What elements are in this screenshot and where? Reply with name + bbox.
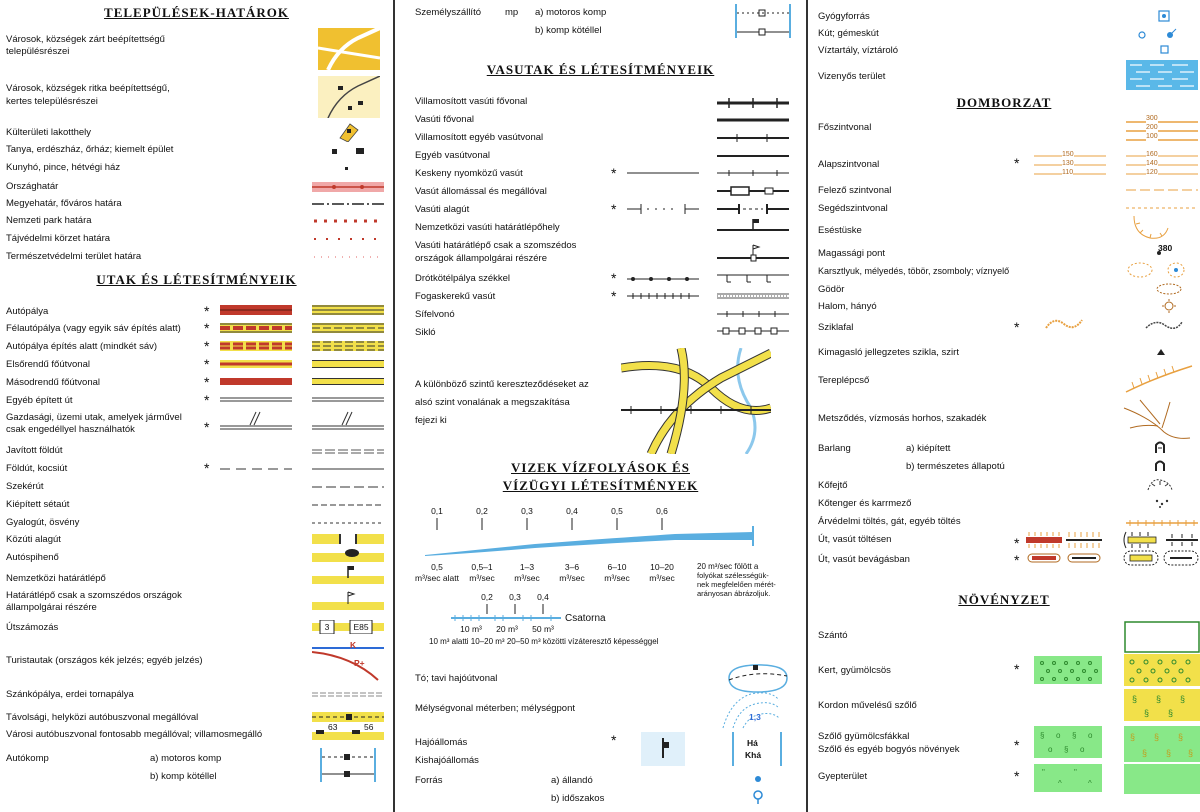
dense-settlement-symbol — [318, 28, 380, 70]
legend-text: Egyéb épített út — [6, 395, 73, 406]
narrow-gauge-old-symbol — [627, 171, 699, 175]
legend-text: Megyehatár, főváros határa — [6, 198, 122, 209]
column-railways-waters — [395, 0, 808, 812]
legend-text: Gyógyforrás — [818, 11, 870, 22]
rest-area-symbol — [312, 548, 384, 562]
legend-text: Javított földút — [6, 445, 63, 456]
legend-text: Gyepterület — [818, 771, 868, 782]
svg-text:§: § — [1064, 745, 1069, 754]
legend-text: Szőlő gyümölcsfákkal — [818, 731, 910, 742]
legend-text: Sziklafal — [818, 322, 854, 333]
column-settlements-roads — [0, 0, 395, 812]
depth-line-symbol — [721, 690, 781, 730]
star-mark: * — [1014, 535, 1020, 551]
legend-text: Szekérút — [6, 481, 44, 492]
contour-label: 130 — [1062, 160, 1074, 167]
canal-symbol — [451, 604, 561, 624]
main-rail-symbol — [717, 118, 789, 122]
intercity-bus-symbol — [312, 712, 384, 722]
contour-label: 140 — [1146, 160, 1158, 167]
ski-lift-symbol — [717, 310, 789, 318]
contour-label: 110 — [1062, 169, 1074, 176]
dirt-road-old-symbol — [220, 467, 292, 471]
road-number-label: E85 — [353, 622, 369, 632]
vineyard-fruit-old-symbol — [1034, 726, 1102, 758]
promenade-symbol — [312, 503, 384, 507]
small-ship-station-label: Khá — [745, 750, 762, 760]
legend-text: Autóspihenő — [6, 552, 59, 563]
star-mark: * — [1014, 319, 1020, 335]
depth-number: 1,3 — [749, 712, 761, 722]
bus-line-number: 56 — [364, 722, 374, 732]
star-mark: * — [611, 732, 617, 748]
legend-text: Városok, községek zárt beépítettségű — [6, 34, 165, 45]
legend-text: Keskeny nyomközű vasút — [415, 168, 523, 179]
aux-contour-symbol — [1126, 206, 1198, 210]
svg-text:§: § — [1188, 748, 1194, 758]
svg-text:^: ^ — [1058, 779, 1062, 788]
cliff-symbol — [1144, 316, 1184, 334]
landscape-protection-border-symbol — [312, 236, 384, 242]
legend-text: Hajóállomás — [415, 737, 468, 748]
hut-symbol — [345, 167, 351, 173]
intl-rail-crossing-symbol — [717, 218, 789, 234]
legend-text: Nemzeti park határa — [6, 215, 92, 226]
legend-text: Félautópálya (vagy egyik sáv építés alatt) — [6, 323, 181, 334]
legend-text: Sífelvonó — [415, 309, 455, 320]
gully-symbol — [1120, 398, 1194, 442]
road-number-label: 3 — [324, 622, 330, 632]
heading-settlements: TELEPÜLÉSEK-HATÁROK — [104, 5, 289, 20]
svg-text:§: § — [1132, 694, 1138, 704]
legend-text: fejezi ki — [415, 415, 447, 426]
legend-text: Autópálya — [6, 306, 49, 317]
big-river-note: folyókat szélességük- — [697, 571, 769, 580]
legend-text: a) motoros komp — [150, 753, 222, 764]
legend-text: Vizenyős terület — [818, 71, 886, 82]
legend-text: Tájvédelmi körzet határa — [6, 233, 111, 244]
grassland-old-symbol — [1034, 764, 1102, 792]
column-relief-vegetation — [808, 0, 1200, 812]
star-mark: * — [204, 392, 210, 408]
canal-label: Csatorna — [565, 613, 606, 624]
svg-text:§: § — [1168, 708, 1174, 718]
legend-text: Vasút állomással és megállóval — [415, 186, 547, 197]
legend-text: Mélységvonal méterben; mélységpont — [415, 703, 576, 714]
legend-text: Út, vasút bevágásban — [818, 554, 910, 565]
primary-road-old-symbol — [220, 360, 292, 368]
motorway-old-symbol — [220, 305, 292, 315]
embankment-new-symbol — [1122, 530, 1200, 550]
medicinal-spring-symbol — [1158, 10, 1170, 22]
orchard-symbol — [1124, 654, 1200, 686]
svg-text:^: ^ — [1088, 779, 1092, 788]
canal-tick: 0,2 — [481, 592, 493, 602]
svg-text:§: § — [1154, 732, 1160, 742]
svg-text:": " — [1042, 768, 1045, 777]
legend-text: Turistautak (országos kék jelzés; egyéb jelzés) — [6, 655, 203, 666]
star-mark: * — [204, 356, 210, 372]
levee-symbol — [1126, 519, 1198, 527]
other-road-old-symbol — [220, 397, 292, 402]
orchard-old-symbol — [1034, 656, 1102, 684]
legend-text: mp — [505, 7, 519, 18]
main-contour-symbol — [1126, 116, 1198, 146]
discharge-unit: m³/sec — [649, 573, 675, 583]
discharge-unit: m³/sec — [514, 573, 540, 583]
legend-text: Földút, kocsiút — [6, 463, 68, 474]
legend-text: Magassági pont — [818, 248, 886, 259]
legend-text: Tereplépcső — [818, 375, 870, 386]
legend-text: Városi autóbuszvonal fontosabb megállóval; villamosmegálló — [6, 729, 263, 740]
arable-land-symbol — [1124, 621, 1200, 653]
trail-label: P+ — [354, 658, 365, 668]
bus-line-number: 63 — [328, 722, 338, 732]
legend-text: Kőtenger és karrmező — [818, 498, 912, 509]
legend-text: b) időszakos — [551, 793, 605, 804]
star-mark: * — [1014, 155, 1020, 171]
legend-text: Autópálya építés alatt (mindkét sáv) — [6, 341, 158, 352]
pit-symbol — [1154, 282, 1184, 296]
discharge-unit: m³/sec — [559, 573, 585, 583]
star-mark: * — [204, 374, 210, 390]
legend-text: Egyéb vasútvonal — [415, 150, 490, 161]
legend-text: Drótkötélpálya székkel — [415, 273, 511, 284]
legend-text: Közúti alagút — [6, 534, 61, 545]
other-rail-symbol — [717, 154, 789, 158]
footpath-symbol — [312, 521, 384, 525]
legend-text: Természetvédelmi terület határa — [6, 251, 142, 262]
discharge-unit: m³/sec — [604, 573, 630, 583]
legend-text: Forrás — [415, 775, 443, 786]
hiking-trail-symbol — [312, 640, 384, 682]
restricted-road-old-symbol — [220, 408, 292, 430]
crossing-example-map — [621, 348, 771, 454]
cutting-rail-symbol — [1066, 550, 1102, 566]
heading-railways: VASUTAK ÉS LÉTESÍTMÉNYEIK — [486, 62, 715, 77]
restricted-road-symbol — [312, 408, 384, 430]
svg-text:": " — [1074, 768, 1077, 777]
chairlift-old-symbol — [627, 275, 699, 283]
star-mark: * — [1014, 737, 1020, 753]
legend-text: Autókomp — [6, 753, 49, 764]
legend-text: A különböző szintű kereszteződéseket az — [415, 379, 589, 390]
secondary-road-symbol — [312, 378, 384, 385]
canal-tick: 0,4 — [537, 592, 549, 602]
canal-capacity: 50 m³ — [532, 624, 554, 634]
legend-text: Személyszállító — [415, 7, 481, 18]
local-rail-crossing-symbol — [717, 244, 789, 262]
legend-text: országok állampolgárai részére — [415, 253, 548, 264]
legend-text: Halom, hányó — [818, 301, 877, 312]
rock-field-symbol — [1154, 498, 1172, 508]
legend-text: Kút; gémeskút — [818, 28, 879, 39]
star-mark: * — [204, 419, 210, 435]
contour-label: 160 — [1146, 151, 1158, 158]
svg-text:o: o — [1056, 731, 1061, 740]
svg-text:o: o — [1080, 745, 1085, 754]
svg-text:§: § — [1178, 732, 1184, 742]
legend-text: Nemzetközi vasúti határátlépőhely — [415, 222, 560, 233]
big-river-note: 20 m³/sec fölött a — [697, 562, 759, 571]
motorway-symbol — [312, 305, 384, 315]
legend-text: b) komp kötéllel — [150, 771, 217, 782]
water-tank-symbol — [1160, 45, 1170, 55]
funicular-symbol — [717, 327, 789, 335]
legend-text: Kőfejtő — [818, 480, 848, 491]
legend-text: Kiépített sétaút — [6, 499, 70, 510]
svg-text:§: § — [1142, 748, 1148, 758]
motorway-construction-old-symbol — [220, 341, 292, 351]
legend-text: Vasúti alagút — [415, 204, 470, 215]
scale-tick: 0,1 — [431, 506, 443, 516]
scale-tick: 0,5 — [611, 506, 623, 516]
star-mark: * — [611, 288, 617, 304]
legend-text: Vasúti határátlépő csak a szomszédos — [415, 240, 577, 251]
heading-waters-b: VÍZÜGYI LÉTESÍTMÉNYEK — [502, 478, 699, 493]
discharge-unit: m³/sec — [469, 573, 495, 583]
legend-text: Főszintvonal — [818, 122, 872, 133]
mound-symbol — [1160, 298, 1178, 314]
legend-text: Országhatár — [6, 181, 59, 192]
sparse-settlement-symbol — [318, 76, 380, 118]
svg-text:§: § — [1180, 694, 1186, 704]
rack-railway-symbol — [717, 293, 789, 299]
svg-text:§: § — [1130, 732, 1136, 742]
contour-label: 120 — [1146, 169, 1158, 176]
legend-text: Út, vasút töltésen — [818, 534, 892, 545]
chairlift-symbol — [717, 272, 789, 284]
star-mark: * — [204, 460, 210, 476]
national-park-border-symbol — [312, 218, 384, 224]
legend-text: Eséstüske — [818, 225, 862, 236]
svg-text:§: § — [1166, 748, 1172, 758]
outskirt-dwelling-symbol — [336, 120, 360, 142]
river-width-scale — [415, 510, 755, 560]
marsh-symbol — [1126, 60, 1198, 90]
legend-text: Víztartály, víztároló — [818, 45, 899, 56]
legend-text: Fogaskerekű vasút — [415, 291, 496, 302]
discharge-range: 0,5 — [431, 562, 443, 572]
svg-text:§: § — [1040, 731, 1045, 740]
improved-dirt-road-symbol — [312, 449, 384, 454]
grassland-symbol — [1124, 764, 1200, 794]
heading-vegetation: NÖVÉNYZET — [958, 592, 1050, 607]
discharge-range: 10–20 — [650, 562, 674, 572]
county-border-symbol — [312, 201, 384, 207]
star-mark: * — [1014, 661, 1020, 677]
legend-text: a) motoros komp — [535, 7, 607, 18]
legend-text: csak engedéllyel használhatók — [6, 424, 135, 435]
road-tunnel-symbol — [312, 534, 384, 544]
legend-text: Kishajóállomás — [415, 755, 479, 766]
rail-tunnel-symbol — [717, 204, 789, 214]
karst-hole-symbol — [1126, 260, 1190, 280]
trail-label: K — [350, 640, 357, 650]
legend-text: Barlang — [818, 443, 851, 454]
slope-tick-symbol — [1130, 214, 1170, 244]
legend-text: a) állandó — [551, 775, 593, 786]
canal-caption: 10 m³ alatti 10–20 m³ 20–50 m³ közötti vízáteresztő képességgel — [429, 637, 659, 646]
star-mark: * — [611, 165, 617, 181]
cutting-road-symbol — [1026, 550, 1062, 566]
cordon-vineyard-symbol — [1124, 689, 1200, 721]
svg-text:§: § — [1156, 694, 1162, 704]
scale-tick: 0,2 — [476, 506, 488, 516]
discharge-range: 1–3 — [519, 562, 535, 572]
discharge-range: 6–10 — [607, 562, 627, 572]
legend-text: Tanya, erdészház, őrház; kiemelt épület — [6, 144, 174, 155]
star-mark: * — [204, 303, 210, 319]
farm-symbol — [330, 147, 370, 155]
legend-text: Külterületi lakotthely — [6, 127, 92, 138]
legend-text: Segédszintvonal — [818, 203, 888, 214]
contour-label: 200 — [1146, 124, 1158, 131]
scale-tick: 0,4 — [566, 506, 578, 516]
legend-text: kertes településrészei — [6, 96, 98, 107]
legend-text: Kimagasló jellegzetes szikla, szirt — [818, 347, 959, 358]
big-river-note: arányosan ábrázoljuk. — [697, 589, 771, 598]
discharge-range: 0,5–1 — [471, 562, 493, 572]
local-border-crossing-symbol — [312, 590, 384, 610]
legend-text: Nemzetközi határátlépő — [6, 573, 106, 584]
legend-text: Elsőrendű főútvonal — [6, 359, 90, 370]
legend-text: Kunyhó, pince, hétvégi ház — [6, 162, 121, 173]
cliff-old-symbol — [1044, 314, 1084, 334]
cutting-new-symbol — [1122, 548, 1200, 568]
svg-text:§: § — [1072, 731, 1077, 740]
legend-text: Határátlépő csak a szomszédos országok — [6, 590, 182, 601]
primary-road-symbol — [312, 360, 384, 368]
legend-text: Felező szintvonal — [818, 185, 892, 196]
big-river-note: nek megfelelően mérét- — [697, 580, 776, 589]
legend-text: Tó; tavi hajóútvonal — [415, 673, 498, 684]
legend-text: Villamosított vasúti fővonal — [415, 96, 528, 107]
star-mark: * — [611, 201, 617, 217]
semi-motorway-symbol — [312, 323, 384, 333]
legend-text: Gödör — [818, 284, 845, 295]
legend-text: Metsződés, vízmosás horhos, szakadék — [818, 413, 987, 424]
canal-capacity: 20 m³ — [496, 624, 518, 634]
base-contour-symbol — [1126, 152, 1198, 178]
scale-tick: 0,6 — [656, 506, 668, 516]
spot-height-label: 380 — [1158, 243, 1173, 253]
legend-text: Kordon művelésű szőlő — [818, 700, 917, 711]
rail-tunnel-old-symbol — [627, 204, 699, 214]
contour-label: 100 — [1146, 133, 1158, 140]
scale-tick: 0,3 — [521, 506, 533, 516]
svg-text:o: o — [1048, 745, 1053, 754]
dirt-road-symbol — [312, 467, 384, 471]
embankment-road-symbol — [1026, 532, 1062, 548]
nature-reserve-border-symbol — [312, 254, 384, 260]
star-mark: * — [1014, 552, 1020, 568]
cart-track-symbol — [312, 485, 384, 489]
contour-label: 300 — [1146, 115, 1158, 122]
cave-built-symbol — [1154, 440, 1166, 454]
narrow-gauge-symbol — [717, 169, 789, 177]
rock-outcrop-symbol — [1156, 348, 1166, 356]
quarry-symbol — [1146, 476, 1174, 494]
embankment-rail-symbol — [1066, 532, 1102, 548]
legend-text: Szántó — [818, 630, 848, 641]
legend-text: településrészei — [6, 46, 70, 57]
discharge-range: 3–6 — [564, 562, 580, 572]
cave-natural-symbol — [1154, 458, 1166, 472]
legend-text: Szánkópálya, erdei tornapálya — [6, 689, 134, 700]
legend-text: a) kiépített — [906, 443, 951, 454]
heading-relief: DOMBORZAT — [956, 95, 1052, 110]
legend-text: Vasúti fővonal — [415, 114, 474, 125]
half-contour-symbol — [1126, 188, 1198, 192]
legend-text: Karsztlyuk, mélyedés, töbör, zsomboly; víznyelő — [818, 266, 1010, 276]
semi-motorway-old-symbol — [220, 323, 292, 333]
star-mark: * — [204, 320, 210, 336]
legend-text: állampolgárai részére — [6, 602, 97, 613]
legend-text: Városok, községek ritka beépítettségű, — [6, 83, 170, 94]
spring-intermittent-symbol — [752, 790, 764, 804]
legend-text: Sikló — [415, 327, 436, 338]
svg-text:§: § — [1144, 708, 1150, 718]
legend-text: b) komp kötéllel — [535, 25, 602, 36]
electric-main-rail-symbol — [717, 98, 789, 108]
ship-station-old-symbol — [641, 732, 685, 766]
canal-capacity: 10 m³ — [460, 624, 482, 634]
terrain-step-symbol — [1124, 364, 1194, 394]
legend-text: Távolsági, helyközi autóbuszvonal megállóval — [6, 712, 199, 723]
legend-text: Gyalogút, ösvény — [6, 517, 80, 528]
legend-text: Útszámozás — [6, 622, 59, 633]
motorway-construction-symbol — [312, 341, 384, 351]
spring-permanent-symbol — [753, 774, 763, 784]
legend-text: b) természetes állapotú — [906, 461, 1005, 472]
intl-border-crossing-symbol — [312, 564, 384, 584]
heading-roads: UTAK ÉS LÉTESÍTMÉNYEIK — [96, 272, 297, 287]
star-mark: * — [611, 270, 617, 286]
sled-track-symbol — [312, 692, 384, 697]
national-border-symbol — [312, 181, 384, 193]
svg-text:o: o — [1088, 731, 1093, 740]
rail-station-symbol — [717, 185, 789, 197]
secondary-road-old-symbol — [220, 378, 292, 385]
contour-label: 150 — [1062, 151, 1074, 158]
legend-text: Alapszintvonal — [818, 159, 880, 170]
legend-text: Szőlő és egyéb bogyós növények — [818, 744, 960, 755]
legend-text: Kert, gyümölcsös — [818, 665, 891, 676]
electric-other-rail-symbol — [717, 133, 789, 143]
star-mark: * — [1014, 768, 1020, 784]
car-ferry-symbol — [320, 748, 376, 782]
star-mark: * — [204, 338, 210, 354]
discharge-unit: m³/sec alatt — [415, 573, 459, 583]
ship-station-label: Há — [747, 738, 758, 748]
vineyard-fruit-symbol — [1124, 726, 1200, 762]
other-road-symbol — [312, 397, 384, 402]
rack-railway-old-symbol — [627, 292, 699, 300]
legend-text: Villamosított egyéb vasútvonal — [415, 132, 544, 143]
canal-tick: 0,3 — [509, 592, 521, 602]
legend-text: alsó szint vonalának a megszakítása — [415, 397, 570, 408]
legend-text: Gazdasági, üzemi utak, amelyek járművel — [6, 412, 182, 423]
passenger-ferry-symbol — [735, 4, 791, 38]
well-symbol — [1138, 28, 1178, 40]
heading-waters-a: VIZEK VÍZFOLYÁSOK ÉS — [511, 460, 690, 475]
legend-text: Másodrendű főútvonal — [6, 377, 101, 388]
legend-text: Árvédelmi töltés, gát, egyéb töltés — [818, 516, 961, 527]
